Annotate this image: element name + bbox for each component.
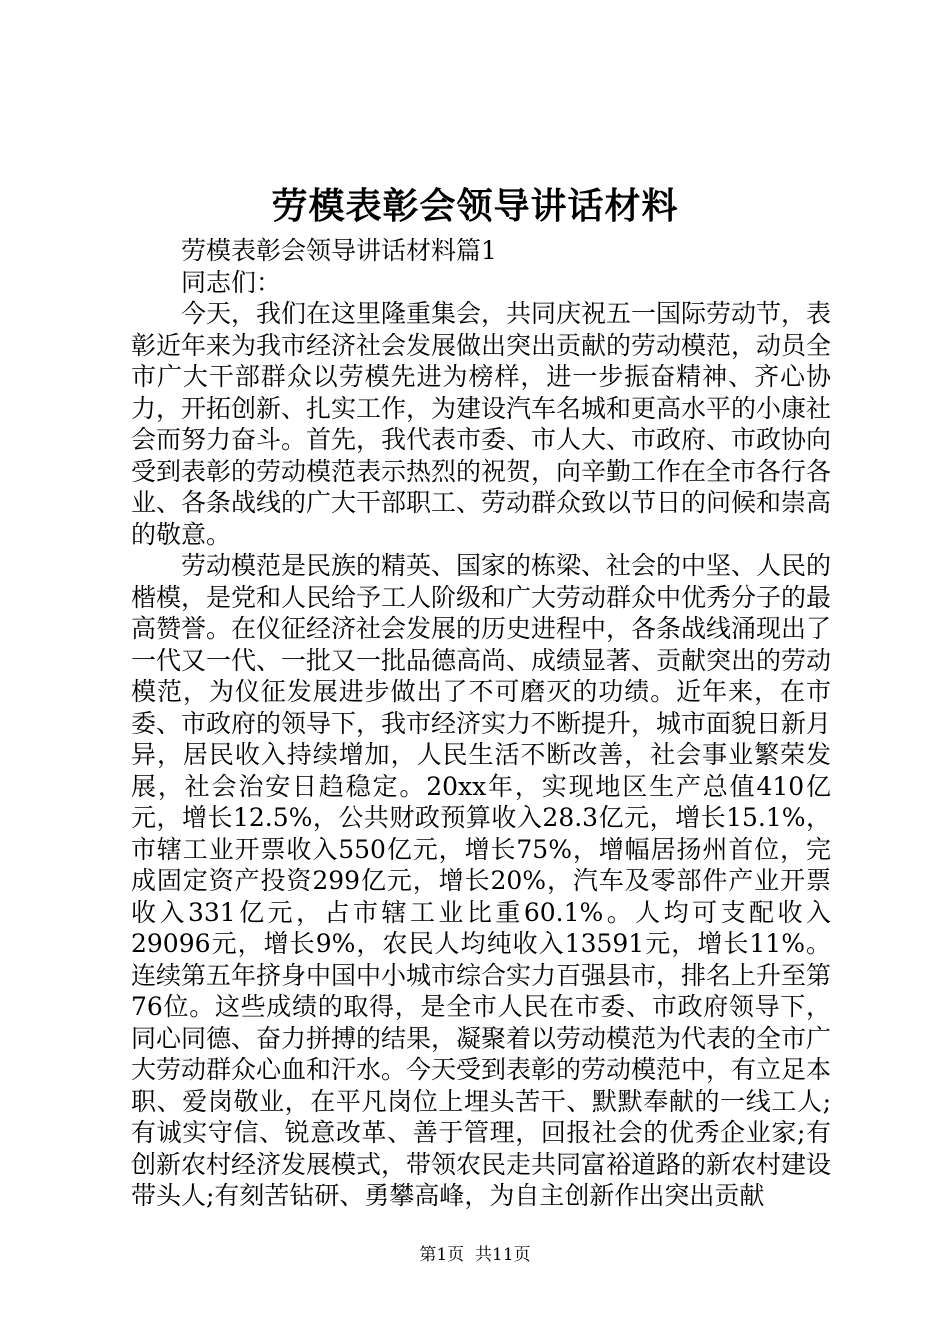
page-number: 第1页 [419, 1245, 465, 1265]
document-subtitle: 劳模表彰会领导讲话材料篇1 [181, 236, 497, 265]
paragraph-1: 今天，我们在这里隆重集会，共同庆祝五一国际劳动节，表彰近年来为我市经济社会发展做出突出贡献的劳动模范，动员全市广大干部群众以劳模先进为榜样，进一步振奋精神、齐心协力，开拓创新、扎实工作，为建设汽车名城和更高水平的小康社会而努力奋斗。首先，我代表市委、市人大、市政府、市政协向受到表彰的劳动模范表示热烈的祝贺，向辛勤工作在全市各行各业、各条战线的广大干部职工、劳动群众致以节日的问候和崇高的敬意。 [131, 299, 832, 549]
document-title: 劳模表彰会领导讲话材料 [271, 185, 679, 227]
document-body [131, 235, 831, 1212]
page-footer [0, 1243, 950, 1267]
salutation: 同志们： [181, 267, 282, 297]
page-total: 共11页 [475, 1245, 531, 1265]
paragraph-2: 劳动模范是民族的精英、国家的栋梁、社会的中坚、人民的楷模，是党和人民给予工人阶级和广大劳动群众中优秀分子的最高赞誉。在仪征经济社会发展的历史进程中，各条战线涌现出了一代又一代、一批又一批品德高尚、成绩显著、贡献突出的劳动模范，为仪征发展进步做出了不可磨灭的功绩。近年来，在市委、市政府的领导下，我市经济实力不断提升，城市面貌日新月异，居民收入持续增加，人民生活不断改善，社会事业繁荣发展，社会治安日趋稳定。20xx年，实现地区生产总值410亿元，增长12.5%，公共财政预算收入28.3亿元，增长15.1%，市辖工业开票收入550亿元，增长75%，增幅居扬州首位，完成固定资产投资299亿元，增长20%，汽车及零部件产业开票收入331亿元，占市辖工业比重60.1%。人均可支配收入29096元，增长9%，农民人均纯收入13591元，增长11%。连续第五年挤身中国中小城市综合实力百强县市，排名上升至第76位。这些成绩的取得，是全市人民在市委、市政府领导下，同心同德、奋力拼搏的结果，凝聚着以劳动模范为代表的全市广大劳动群众心血和汗水。今天受到表彰的劳动模范中，有立足本职、爱岗敬业，在平凡岗位上埋头苦干、默默奉献的一线工人;有诚实守信、锐意改革、善于管理，回报社会的优秀企业家;有创新农村经济发展模式，带领农民走共同富裕道路的新农村建设带头人;有刻苦钻研、勇攀高峰，为自主创新作出突出贡献 [131, 551, 832, 1210]
